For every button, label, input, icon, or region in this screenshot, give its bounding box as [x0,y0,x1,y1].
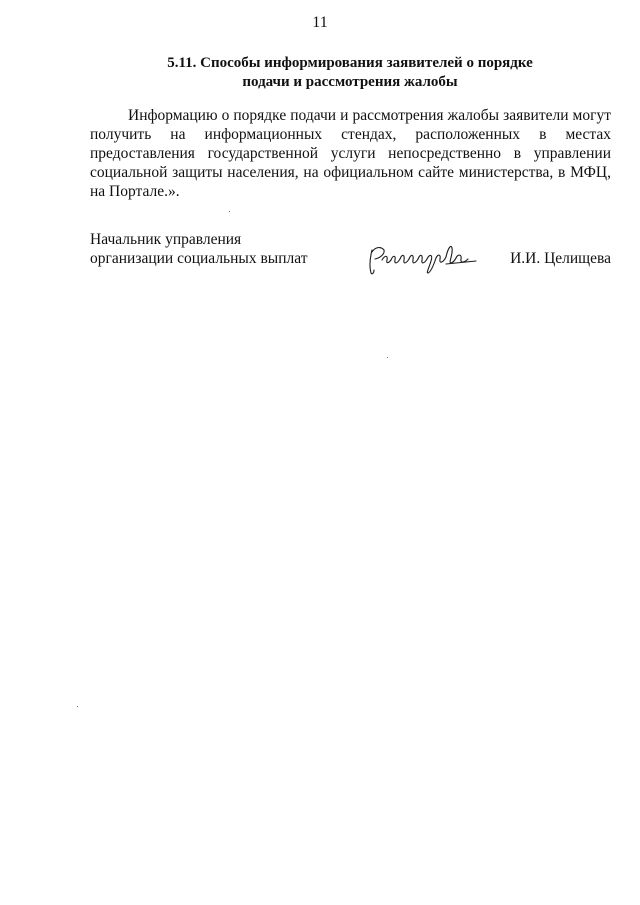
scan-speck [229,211,230,212]
signature-block [90,230,611,270]
section-heading-line-1: 5.11. Способы информирования заявителей о порядке [167,55,533,71]
scan-speck [387,357,388,358]
section-heading [90,54,610,92]
page-number: 11 [312,14,328,31]
signer-position-line-1: Начальник управления [90,231,242,248]
scan-speck [77,706,78,707]
section-heading-line-2: подачи и рассмотрения жалобы [242,74,458,90]
handwritten-signature [366,240,478,276]
signer-position-line-2: организации социальных выплат [90,250,308,267]
body-paragraph: Информацию о порядке подачи и рассмотрения жалобы заявители могут получить на информационных стендах, расположенных в местах предоставления государственной услуги непосредственно в управлении социальной защиты населения, на официальном сайте министерства, в МФЦ, на Портале.». [90,107,611,200]
signer-name: И.И. Целищева [510,250,611,267]
